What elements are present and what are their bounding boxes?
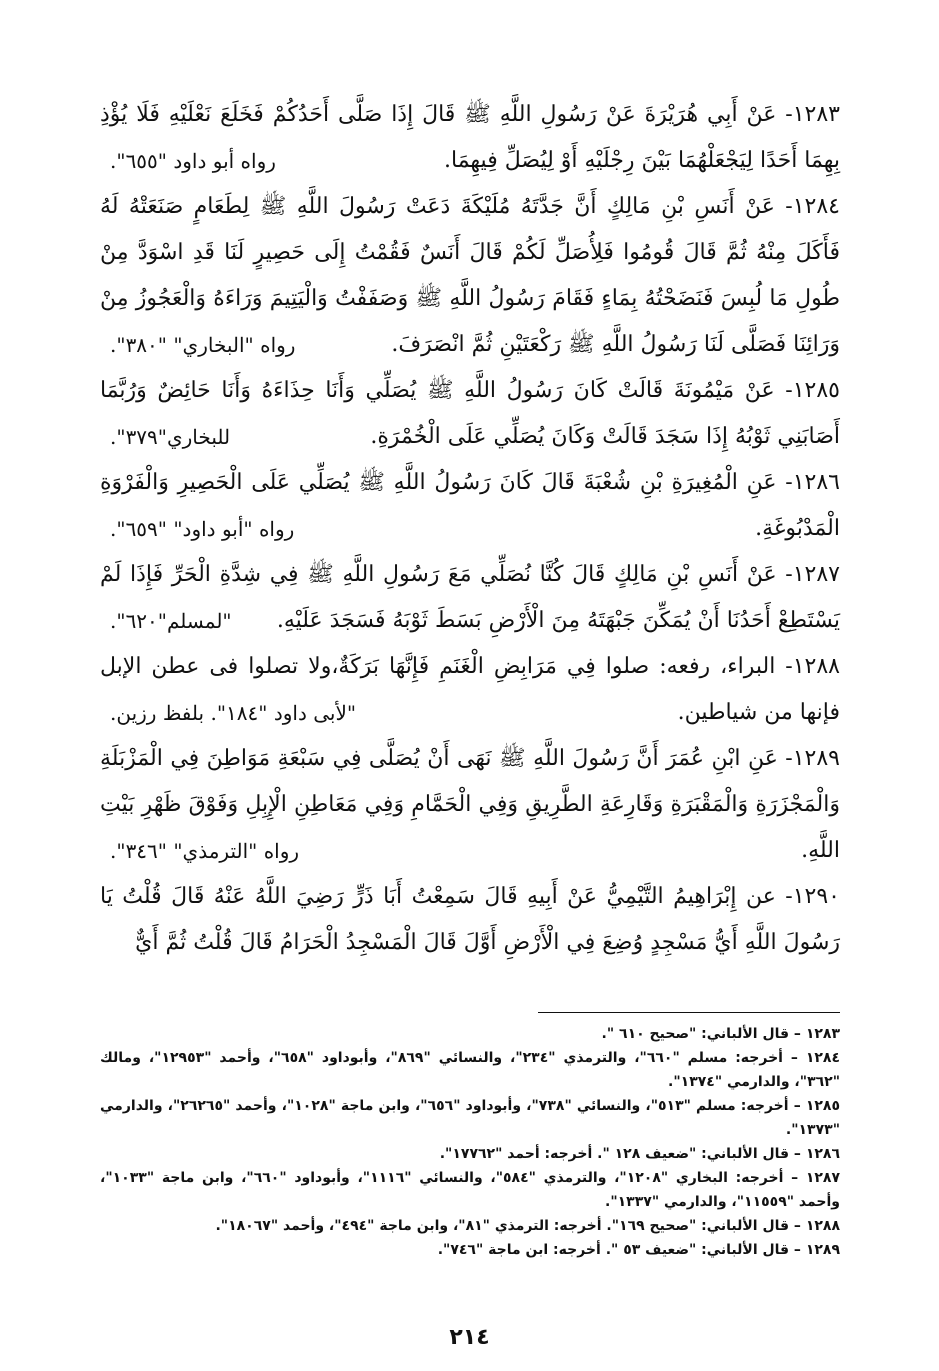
hadith-1290: [100, 874, 840, 966]
hadith-text: ١٢٩٠- عن إِبْرَاهِيمُ التَّيْمِيُّ عَنْ أَبِيهِ قَالَ سَمِعْتُ أَبَا ذَرٍّ رَضِيَ اللَّهُ عَنْهُ قَالَ قُلْتُ يَا رَسُولَ اللَّهِ أَيُّ مَسْجِدٍ وُضِعَ فِي الْأَرْضِ أَوَّلَ قَالَ الْمَسْجِدُ الْحَرَامُ قَالَ قُلْتُ ثُمَّ أَيٌّ: [100, 884, 840, 955]
hadith-text: ١٢٨٤- عَنْ أَنَسِ بْنِ مَالِكٍ أَنَّ جَدَّتَهُ مُلَيْكَةَ دَعَتْ رَسُولَ اللَّهِ ﷺ لِطَعَامٍ صَنَعَتْهُ لَهُ فَأَكَلَ مِنْهُ ثُمَّ قَالَ قُومُوا فَلِأُصَلِّ لَكُمْ قَالَ أَنَسٌ فَقُمْتُ إِلَى حَصِيرٍ لَنَا قَدِ اسْوَدَّ مِنْ طُولِ مَا لُبِسَ فَنَضَحْتُهُ بِمَاءٍ فَقَامَ رَسُولُ اللَّهِ ﷺ وَصَفَفْتُ وَالْيَتِيمَ وَرَاءَهُ وَالْعَجُوزُ مِنْ وَرَائِنَا فَصَلَّى لَنَا رَسُولُ اللَّهِ ﷺ رَكْعَتَيْنِ ثُمَّ انْصَرَفَ.: [100, 194, 840, 357]
footnote-1284: ١٢٨٤ – أخرجه: مسلم "٦٦٠"، والترمذي "٢٣٤"، والنسائي "٨٦٩"، وأبوداود "٦٥٨"، وأحمد "١٢٩٥٣"، ومالك "٣٦٢"، والدارمي "١٣٧٤".: [100, 1050, 841, 1090]
footnote-1288: ١٢٨٨ – قال الألباني: "صحيح ١٦٩". أخرجه: الترمذي "٨١"، وابن ماجة "٤٩٤"، وأحمد "١٨٠٦٧".: [215, 1218, 840, 1234]
hadith-body: [100, 92, 840, 966]
hadith-source: "لمسلم"٦٢٠".: [110, 609, 232, 633]
hadith-text: ١٢٨٨- البراء، رفعه: صلوا فِي مَرَابِضِ الْغَنَمِ فَإِنَّهَا بَرَكَةٌ،ولا تصلوا فى عطن الإبل فإنها من شياطين.: [100, 654, 840, 725]
footnote-1287: ١٢٨٧ – أخرجه: البخاري "١٢٠٨"، والترمذي "٥٨٤"، والنسائي "١١١٦"، وأبوداود "٦٦٠"، وابن ماجة "١٠٣٣"، وأحمد "١١٥٥٩"، والدارمي "١٣٣٧".: [100, 1170, 840, 1210]
hadith-source: رواه أبو داود "٦٥٥".: [110, 149, 276, 173]
page-number: ٢١٤: [449, 1325, 490, 1350]
footnote-1283: ١٢٨٣ – قال الألباني: "صحيح ٦١٠ ".: [601, 1026, 840, 1042]
hadith-source: رواه "الترمذي" "٣٤٦".: [110, 839, 300, 863]
hadith-text: ١٢٨٦- عَنِ الْمُغِيرَةِ بْنِ شُعْبَةَ قَالَ كَانَ رَسُولُ اللَّهِ ﷺ يُصَلِّي عَلَى الْحَصِيرِ وَالْفَرْوَةِ الْمَدْبُوغَةِ.: [100, 470, 840, 541]
footnote-1286: ١٢٨٦ – قال الألباني: "ضعيف ١٢٨ ". أخرجه: أحمد "١٧٧٦٢".: [439, 1146, 840, 1162]
hadith-source: رواه "أبو داود" "٦٥٩".: [110, 517, 295, 541]
hadith-text: ١٢٨٣- عَنْ أَبِي هُرَيْرَةَ عَنْ رَسُولِ اللَّهِ ﷺ قَالَ إِذَا صَلَّى أَحَدُكُمْ فَخَلَعَ نَعْلَيْهِ فَلَا يُؤْذِ بِهِمَا أَحَدًا لِيَجْعَلْهُمَا بَيْنَ رِجْلَيْهِ أَوْ لِيُصَلِّ فِيهِمَا.: [100, 102, 840, 173]
hadith-text: ١٢٨٩- عَنِ ابْنِ عُمَرَ أَنَّ رَسُولَ اللَّهِ ﷺ نَهَى أَنْ يُصَلَّى فِي سَبْعَةِ مَوَاطِنَ فِي الْمَزْبَلَةِ وَالْمَجْزَرَةِ وَالْمَقْبَرَةِ وَقَارِعَةِ الطَّرِيقِ وَفِي الْحَمَّامِ وَفِي مَعَاطِنِ الْإِبِلِ وَفَوْقَ ظَهْرِ بَيْتِ اللَّهِ.: [100, 746, 840, 863]
hadith-source: "لأبى داود "١٨٤". بلفظ رزين.: [110, 701, 357, 725]
footnote-divider: [538, 1012, 840, 1013]
hadith-text: ١٢٨٥- عَنْ مَيْمُونَةَ قَالَتْ كَانَ رَسُولُ اللَّهِ ﷺ يُصَلِّي وَأَنَا حِذَاءَهُ وَأَنَا حَائِضٌ وَرُبَّمَا أَصَابَنِي ثَوْبُهُ إِذَا سَجَدَ قَالَتْ وَكَانَ يُصَلِّي عَلَى الْخُمْرَةِ.: [100, 378, 840, 449]
footnote-1289: ١٢٨٩ – قال الألباني: "ضعيف ٥٣ ". أخرجه: ابن ماجة "٧٤٦".: [437, 1242, 840, 1258]
hadith-source: للبخاري"٣٧٩".: [110, 425, 231, 449]
hadith-text: ١٢٨٧- عَنْ أَنَسِ بْنِ مَالِكٍ قَالَ كُنَّا نُصَلِّي مَعَ رَسُولِ اللَّهِ ﷺ فِي شِدَّةِ الْحَرِّ فَإِذَا لَمْ يَسْتَطِعْ أَحَدُنَا أَنْ يُمَكِّنَ جَبْهَتَهُ مِنَ الْأَرْضِ بَسَطَ ثَوْبَهُ فَسَجَدَ عَلَيْهِ.: [100, 562, 840, 633]
footnote-1285: ١٢٨٥ – أخرجه: مسلم "٥١٣"، والنسائي "٧٣٨"، وأبوداود "٦٥٦"، وابن ماجة "١٠٢٨"، وأحمد "٢٦٢٦٥"، والدارمي "١٣٧٣".: [100, 1098, 841, 1138]
hadith-source: رواه "البخاري" "٣٨٠".: [110, 333, 296, 357]
